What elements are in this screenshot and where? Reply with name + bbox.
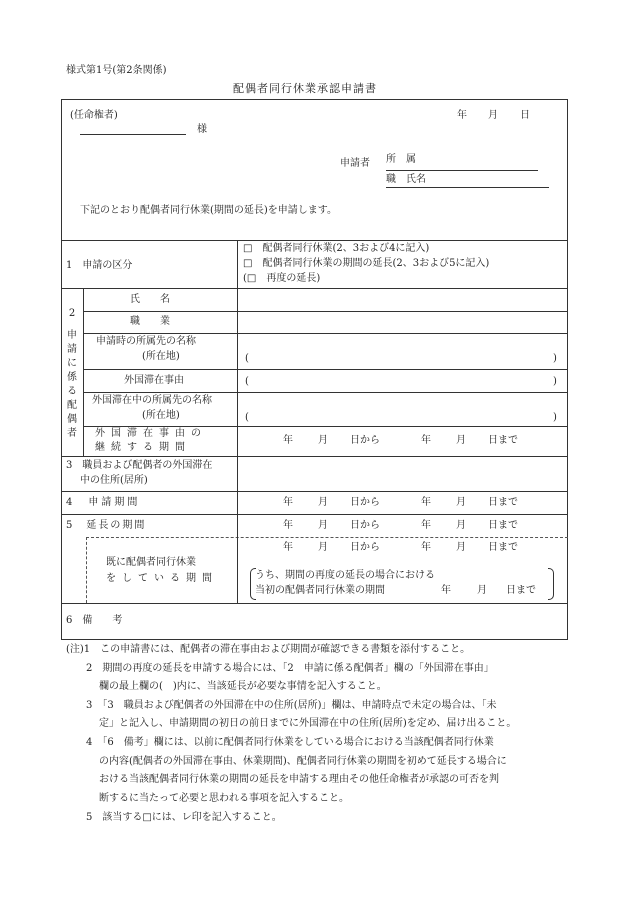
period-year: 年 xyxy=(421,497,431,508)
r2-reason-open-paren: ( xyxy=(245,376,249,387)
row3-bottom xyxy=(61,491,568,492)
row2-bottom xyxy=(61,456,568,457)
r2-job-bottom xyxy=(83,333,568,334)
period-month: 月 xyxy=(456,497,466,508)
note-line: 断するに当たって必要と思われる事項を記入すること。 xyxy=(99,793,349,804)
r2-abroad-office-bottom xyxy=(83,426,568,427)
note-line: の内容(配偶者の外国滞在事由、休業期間)、配偶者同行休業の期間を初めて延長する場合に xyxy=(99,756,507,767)
note-line: (注)1 この申請書には、配偶者の滞在事由および期間が確認できる書類を添付すること。 xyxy=(66,644,471,655)
r1-option-re-extension[interactable]: (□ 再度の延長) xyxy=(243,273,321,284)
period-month: 月 xyxy=(318,497,328,508)
r2-name-label: 氏 名 xyxy=(130,294,170,305)
period-to: 日まで xyxy=(488,542,518,553)
period-from: 日から xyxy=(350,435,380,446)
period-year: 年 xyxy=(421,520,431,531)
r2-office-address-label: (所在地) xyxy=(142,351,180,362)
authority-name-line[interactable] xyxy=(80,134,186,135)
period-year: 年 xyxy=(283,435,293,446)
affiliation-label: 所 属 xyxy=(386,154,416,165)
r5-dashed-top xyxy=(86,537,568,538)
period-month: 月 xyxy=(456,542,466,553)
applicant-label: 申請者 xyxy=(340,158,370,169)
r4-label: 4 申請期間 xyxy=(66,497,141,508)
r5-note-text-2: 当初の配偶者同行休業の期間 xyxy=(255,585,385,596)
period-month: 月 xyxy=(456,435,466,446)
period-to: 日まで xyxy=(506,585,536,596)
r2-office-bottom xyxy=(83,369,568,370)
period-year: 年 xyxy=(283,520,293,531)
form-id: 様式第1号(第2条関係) xyxy=(66,65,167,76)
frame-left xyxy=(61,99,62,640)
period-month: 月 xyxy=(477,585,487,596)
r1-option-leave[interactable]: □ 配偶者同行休業(2、3および4に記入) xyxy=(243,243,430,254)
r5-dashed-left xyxy=(86,537,87,603)
period-year: 年 xyxy=(283,497,293,508)
note-line: 4 「6 備考」欄には、以前に配偶者同行休業をしている場合における当該配偶者同行休業 xyxy=(86,737,494,748)
r2-number: 2 xyxy=(68,308,76,319)
r2-vchar: 配 xyxy=(67,400,77,411)
r5-prev-label: 既に配偶者同行休業 xyxy=(106,557,196,568)
r1-label: 1 申請の区分 xyxy=(66,260,133,271)
period-from: 日から xyxy=(350,497,380,508)
period-year: 年 xyxy=(441,585,451,596)
period-to: 日まで xyxy=(488,497,518,508)
period-month: 月 xyxy=(456,520,466,531)
label-column-divider xyxy=(237,240,238,603)
r5-note-text: うち、期間の再度の延長の場合における xyxy=(255,570,435,581)
period-to: 日まで xyxy=(488,435,518,446)
r2-office-open-paren: ( xyxy=(245,353,249,364)
note-line: 定」と記入し、申請期間の初日の前日までに外国滞在中の住所(居所)を定め、届け出ること。 xyxy=(99,718,517,729)
row1-top xyxy=(61,240,568,241)
r2-vchar: 係 xyxy=(67,372,77,383)
r2-vchar: 申 xyxy=(67,330,77,341)
r3-label-2: 中の住所(居所) xyxy=(80,475,148,486)
r2-office-label: 申請時の所属先の名称 xyxy=(96,336,196,347)
period-year: 年 xyxy=(283,542,293,553)
r2-abroad-office-address-label: (所在地) xyxy=(142,410,180,421)
r2-reason-label: 外国滞在事由 xyxy=(124,375,184,386)
r2-name-bottom xyxy=(83,311,568,312)
date-year: 年 xyxy=(457,110,467,121)
period-year: 年 xyxy=(421,435,431,446)
row4-bottom xyxy=(61,514,568,515)
r2-job-label: 職 業 xyxy=(130,316,170,327)
form-title: 配偶者同行休業承認申請書 xyxy=(233,82,377,95)
date-day: 日 xyxy=(520,110,530,121)
period-month: 月 xyxy=(318,542,328,553)
authority-label: (任命権者) xyxy=(70,110,118,121)
period-to: 日まで xyxy=(488,520,518,531)
r2-sub-divider xyxy=(83,288,84,456)
r2-reason-bottom xyxy=(83,392,568,393)
date-month: 月 xyxy=(488,110,498,121)
r2-vchar: 者 xyxy=(67,428,77,439)
frame-top xyxy=(61,99,568,100)
r2-period-label-2: 継続する期間 xyxy=(95,442,191,453)
application-statement: 下記のとおり配偶者同行休業(期間の延長)を申請します。 xyxy=(80,205,338,216)
r5-prev-label-2: をしている期間 xyxy=(106,573,218,584)
period-year: 年 xyxy=(421,542,431,553)
r2-vchar: 請 xyxy=(67,344,77,355)
r2-abroad-close-paren: ) xyxy=(553,412,557,423)
r2-vchar: 偶 xyxy=(67,414,77,425)
r2-abroad-open-paren: ( xyxy=(245,412,249,423)
period-from: 日から xyxy=(350,542,380,553)
r6-label: 6 備 考 xyxy=(66,615,123,626)
r2-vchar: る xyxy=(67,386,77,397)
r1-option-extension[interactable]: □ 配偶者同行休業の期間の延長(2、3および5に記入) xyxy=(243,258,490,269)
note-line: 5 該当する□には、レ印を記入すること。 xyxy=(86,812,282,823)
r2-period-label: 外国滞在事由の xyxy=(95,428,207,439)
position-name-label: 職 氏名 xyxy=(386,174,426,185)
r2-vchar: に xyxy=(67,358,77,369)
period-from: 日から xyxy=(350,520,380,531)
row5-bottom xyxy=(61,603,568,604)
r3-label: 3 職員および配偶者の外国滞在 xyxy=(66,460,213,471)
period-month: 月 xyxy=(318,520,328,531)
row1-bottom xyxy=(61,288,568,289)
r5-label: 5 延長の期間 xyxy=(66,520,147,531)
r2-abroad-office-label: 外国滞在中の所属先の名称 xyxy=(92,395,212,406)
r5-note-bracket-right xyxy=(548,568,554,600)
position-name-line[interactable] xyxy=(386,187,549,188)
affiliation-line[interactable] xyxy=(386,170,538,171)
honorific: 様 xyxy=(197,124,207,135)
note-line: 2 期間の再度の延長を申請する場合には、「2 申請に係る配偶者」欄の「外国滞在事由」 xyxy=(86,663,494,674)
frame-bottom xyxy=(61,639,568,640)
note-line: 3 「3 職員および配偶者の外国滞在中の住所(居所)」欄は、申請時点で未定の場合は、「未 xyxy=(86,700,497,711)
r2-reason-close-paren: ) xyxy=(553,376,557,387)
note-line: 欄の最上欄の( )内に、当該延長が必要な事情を記入すること。 xyxy=(99,681,387,692)
r2-office-close-paren: ) xyxy=(553,353,557,364)
note-line: おける当該配偶者同行休業の期間の延長を申請する理由その他任命権者が承認の可否を判 xyxy=(99,774,499,785)
period-month: 月 xyxy=(318,435,328,446)
